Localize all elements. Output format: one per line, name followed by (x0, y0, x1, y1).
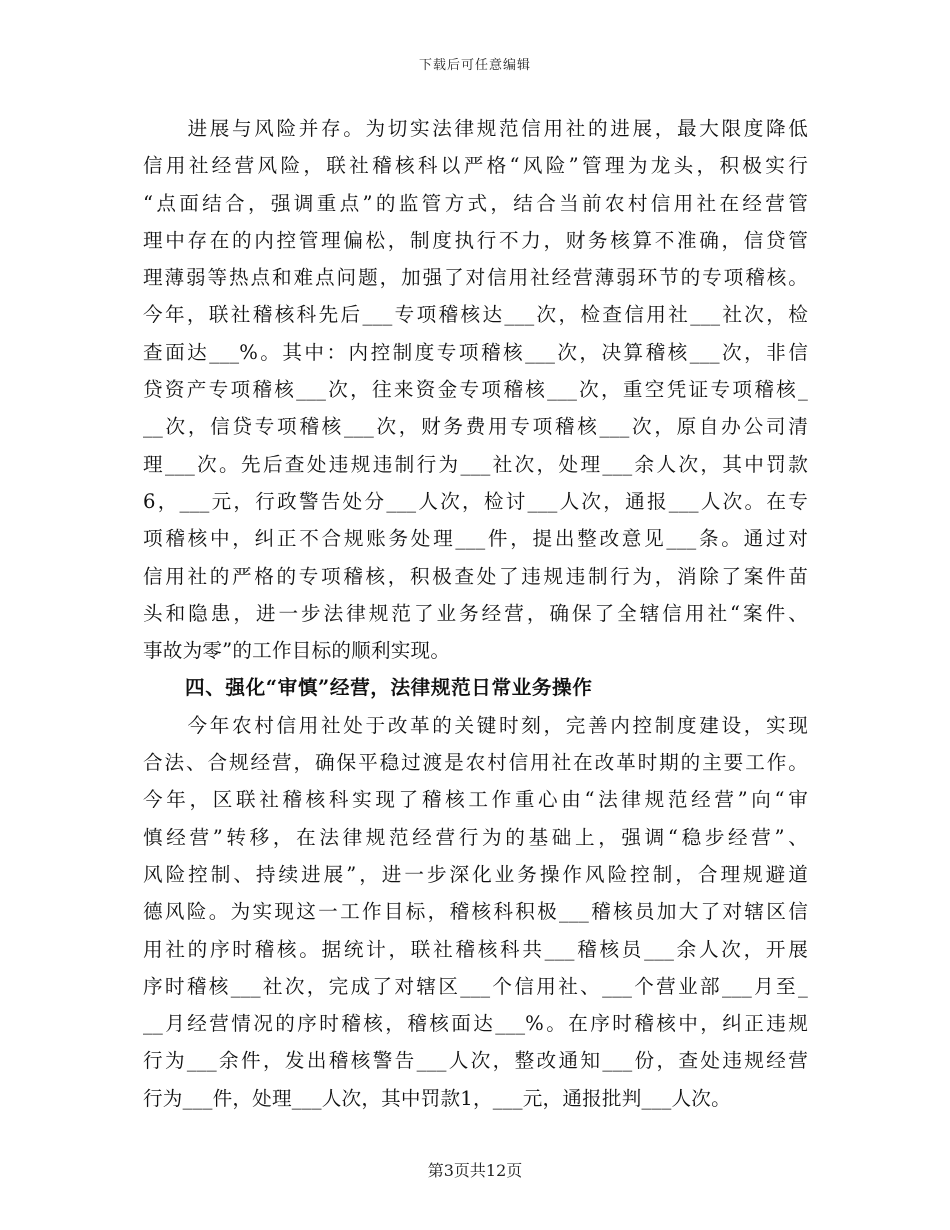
section-heading: 四、强化“审慎”经营，法律规范日常业务操作 (185, 676, 593, 700)
text-line: 理薄弱等热点和难点问题，加强了对信用社经营薄弱环节的专项稽核。 (143, 266, 808, 290)
text-line: 理___次。先后查处违规违制行为___社次，处理___余人次，其中罚款 (143, 452, 808, 476)
text-line: 合法、合规经营，确保平稳过渡是农村信用社在改革时期的主要工作。 (143, 751, 808, 775)
text-line: __次，信贷专项稽核___次，财务费用专项稽核___次，原自办公司清 (143, 415, 808, 439)
text-line: 贷资产专项稽核___次，往来资金专项稽核___次，重空凭证专项稽核_ (143, 378, 808, 402)
page-number-footer: 第3页共12页 (427, 1161, 523, 1180)
text-line: 今年，区联社稽核科实现了稽核工作重心由“法律规范经营”向“审 (143, 788, 808, 812)
text-line: 今年农村信用社处于改革的关键时刻，完善内控制度建设，实现 (143, 713, 808, 737)
document-body (143, 110, 808, 1117)
text-line: 进展与风险并存。为切实法律规范信用社的进展，最大限度降低 (143, 117, 808, 140)
text-line: 慎经营”转移，在法律规范经营行为的基础上，强调“稳步经营”、 (143, 825, 808, 849)
text-line: 事故为零”的工作目标的顺利实现。 (143, 639, 451, 663)
page-header: 下载后可任意编辑 (418, 58, 531, 73)
text-line: 理中存在的内控管理偏松，制度执行不力，财务核算不准确，信贷管 (143, 228, 808, 252)
text-line: 6，___元，行政警告处分___人次，检讨___人次，通报___人次。在专 (143, 489, 808, 513)
text-line: 查面达___%。其中：内控制度专项稽核___次，决算稽核___次，非信 (143, 340, 808, 364)
text-line: 项稽核中，纠正不合规账务处理___件，提出整改意见___条。通过对 (143, 527, 808, 551)
text-line: 信用社经营风险，联社稽核科以严格“风险”管理为龙头，积极实行 (143, 154, 808, 178)
text-line: “点面结合，强调重点”的监管方式，结合当前农村信用社在经营管 (143, 191, 808, 215)
text-line: 用社的序时稽核。据统计，联社稽核科共___稽核员___余人次，开展 (143, 937, 808, 961)
text-line: 行为___件，处理___人次，其中罚款1，___元，通报批判___人次。 (143, 1086, 731, 1110)
paragraph-prudent-operation (143, 707, 808, 1117)
text-line: 风险控制、持续进展”，进一步深化业务操作风险控制，合理规避道 (143, 862, 808, 886)
text-line: 德风险。为实现这一工作目标，稽核科积极___稽核员加大了对辖区信 (143, 900, 808, 924)
text-line: 序时稽核___社次，完成了对辖区___个信用社、___个营业部___月至_ (143, 974, 808, 998)
text-line: 行为___余件，发出稽核警告___人次，整改通知___份，查处违规经营 (143, 1049, 808, 1073)
text-line: 信用社的严格的专项稽核，积极查处了违规违制行为，消除了案件苗 (143, 564, 808, 588)
text-line: __月经营情况的序时稽核，稽核面达___%。在序时稽核中，纠正违规 (143, 1012, 808, 1036)
paragraph-audit-summary (143, 110, 808, 669)
text-line: 头和隐患，进一步法律规范了业务经营，确保了全辖信用社“案件、 (143, 601, 808, 625)
text-line: 今年，联社稽核科先后___专项稽核达___次，检查信用社___社次，检 (143, 303, 808, 327)
